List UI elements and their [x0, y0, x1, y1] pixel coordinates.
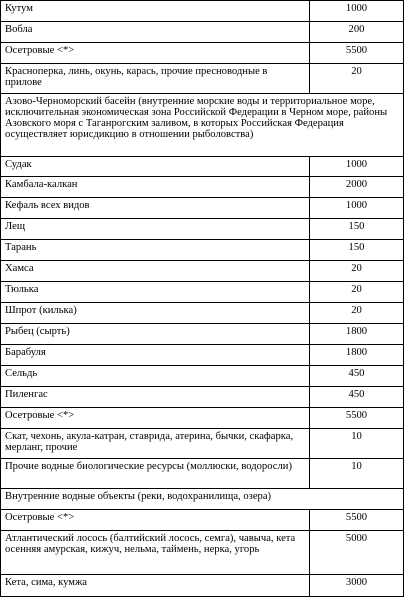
table-row — [1, 531, 404, 575]
table-row — [1, 408, 404, 429]
rate-value-cell: 5500 — [310, 408, 404, 429]
species-name-cell: Прочие водные биологические ресурсы (моллюски, водоросли) — [1, 459, 310, 489]
species-name-cell: Барабуля — [1, 345, 310, 366]
rate-value-cell: 20 — [310, 261, 404, 282]
species-name-cell: Тарань — [1, 240, 310, 261]
table-row — [1, 240, 404, 261]
section-heading: Азово-Черноморский басейн (внутренние морские воды и территориальное море, исключительная экономическая зона Российской Федерации в Черном море, районы Азовского моря с Таганрогским заливом, в которых Российская Федерация осуществляет юрисдикцию в отношении рыболовства) — [1, 94, 404, 157]
table-row — [1, 219, 404, 240]
species-name-cell: Красноперка, линь, окунь, карась, прочие пресноводные в прилове — [1, 64, 310, 94]
section-row — [1, 94, 404, 157]
fish-rates-table-body — [1, 1, 404, 597]
table-row — [1, 510, 404, 531]
rate-value-cell: 150 — [310, 240, 404, 261]
species-name-cell: Рыбец (сырть) — [1, 324, 310, 345]
rate-value-cell: 150 — [310, 219, 404, 240]
rate-value-cell: 20 — [310, 282, 404, 303]
table-row — [1, 1, 404, 22]
rate-value-cell: 200 — [310, 22, 404, 43]
species-name-cell: Скат, чехонь, акула-катран, ставрида, атерина, бычки, скафарка, мерланг, прочие — [1, 429, 310, 459]
table-row — [1, 64, 404, 94]
rate-value-cell: 1000 — [310, 198, 404, 219]
rate-value-cell: 1000 — [310, 1, 404, 22]
species-name-cell: Камбала-калкан — [1, 177, 310, 198]
table-row — [1, 198, 404, 219]
table-row — [1, 22, 404, 43]
table-row — [1, 282, 404, 303]
table-row — [1, 157, 404, 177]
species-name-cell: Кефаль всех видов — [1, 198, 310, 219]
rate-value-cell: 2000 — [310, 177, 404, 198]
species-name-cell: Хамса — [1, 261, 310, 282]
rate-value-cell: 450 — [310, 387, 404, 408]
species-name-cell: Осетровые <*> — [1, 408, 310, 429]
rate-value-cell: 1800 — [310, 324, 404, 345]
species-name-cell: Сельдь — [1, 366, 310, 387]
section-row — [1, 489, 404, 510]
rate-value-cell: 20 — [310, 64, 404, 94]
table-row — [1, 324, 404, 345]
rate-value-cell: 5500 — [310, 43, 404, 64]
species-name-cell: Атлантический лосось (балтийский лосось, семга), чавыча, кета осенняя амурская, кижуч, нельма, таймень, нерка, угорь — [1, 531, 310, 575]
section-heading: Внутренние водные объекты (реки, водохранилища, озера) — [1, 489, 404, 510]
table-row — [1, 177, 404, 198]
rate-value-cell: 20 — [310, 303, 404, 324]
table-row — [1, 43, 404, 64]
rate-value-cell: 5000 — [310, 531, 404, 575]
species-name-cell: Лещ — [1, 219, 310, 240]
species-name-cell: Шпрот (килька) — [1, 303, 310, 324]
rate-value-cell: 10 — [310, 459, 404, 489]
table-row — [1, 366, 404, 387]
table-row — [1, 459, 404, 489]
rate-value-cell: 10 — [310, 429, 404, 459]
species-name-cell: Судак — [1, 157, 310, 177]
rate-value-cell: 3000 — [310, 575, 404, 597]
species-name-cell: Пиленгас — [1, 387, 310, 408]
rate-value-cell: 1800 — [310, 345, 404, 366]
species-name-cell: Вобла — [1, 22, 310, 43]
table-row — [1, 261, 404, 282]
rate-value-cell: 1000 — [310, 157, 404, 177]
table-row — [1, 429, 404, 459]
species-name-cell: Осетровые <*> — [1, 43, 310, 64]
table-row — [1, 387, 404, 408]
table-row — [1, 303, 404, 324]
table-row — [1, 345, 404, 366]
species-name-cell: Осетровые <*> — [1, 510, 310, 531]
rate-value-cell: 450 — [310, 366, 404, 387]
rate-value-cell: 5500 — [310, 510, 404, 531]
species-name-cell: Кутум — [1, 1, 310, 22]
species-name-cell: Кета, сима, кумжа — [1, 575, 310, 597]
table-row — [1, 575, 404, 597]
species-name-cell: Тюлька — [1, 282, 310, 303]
